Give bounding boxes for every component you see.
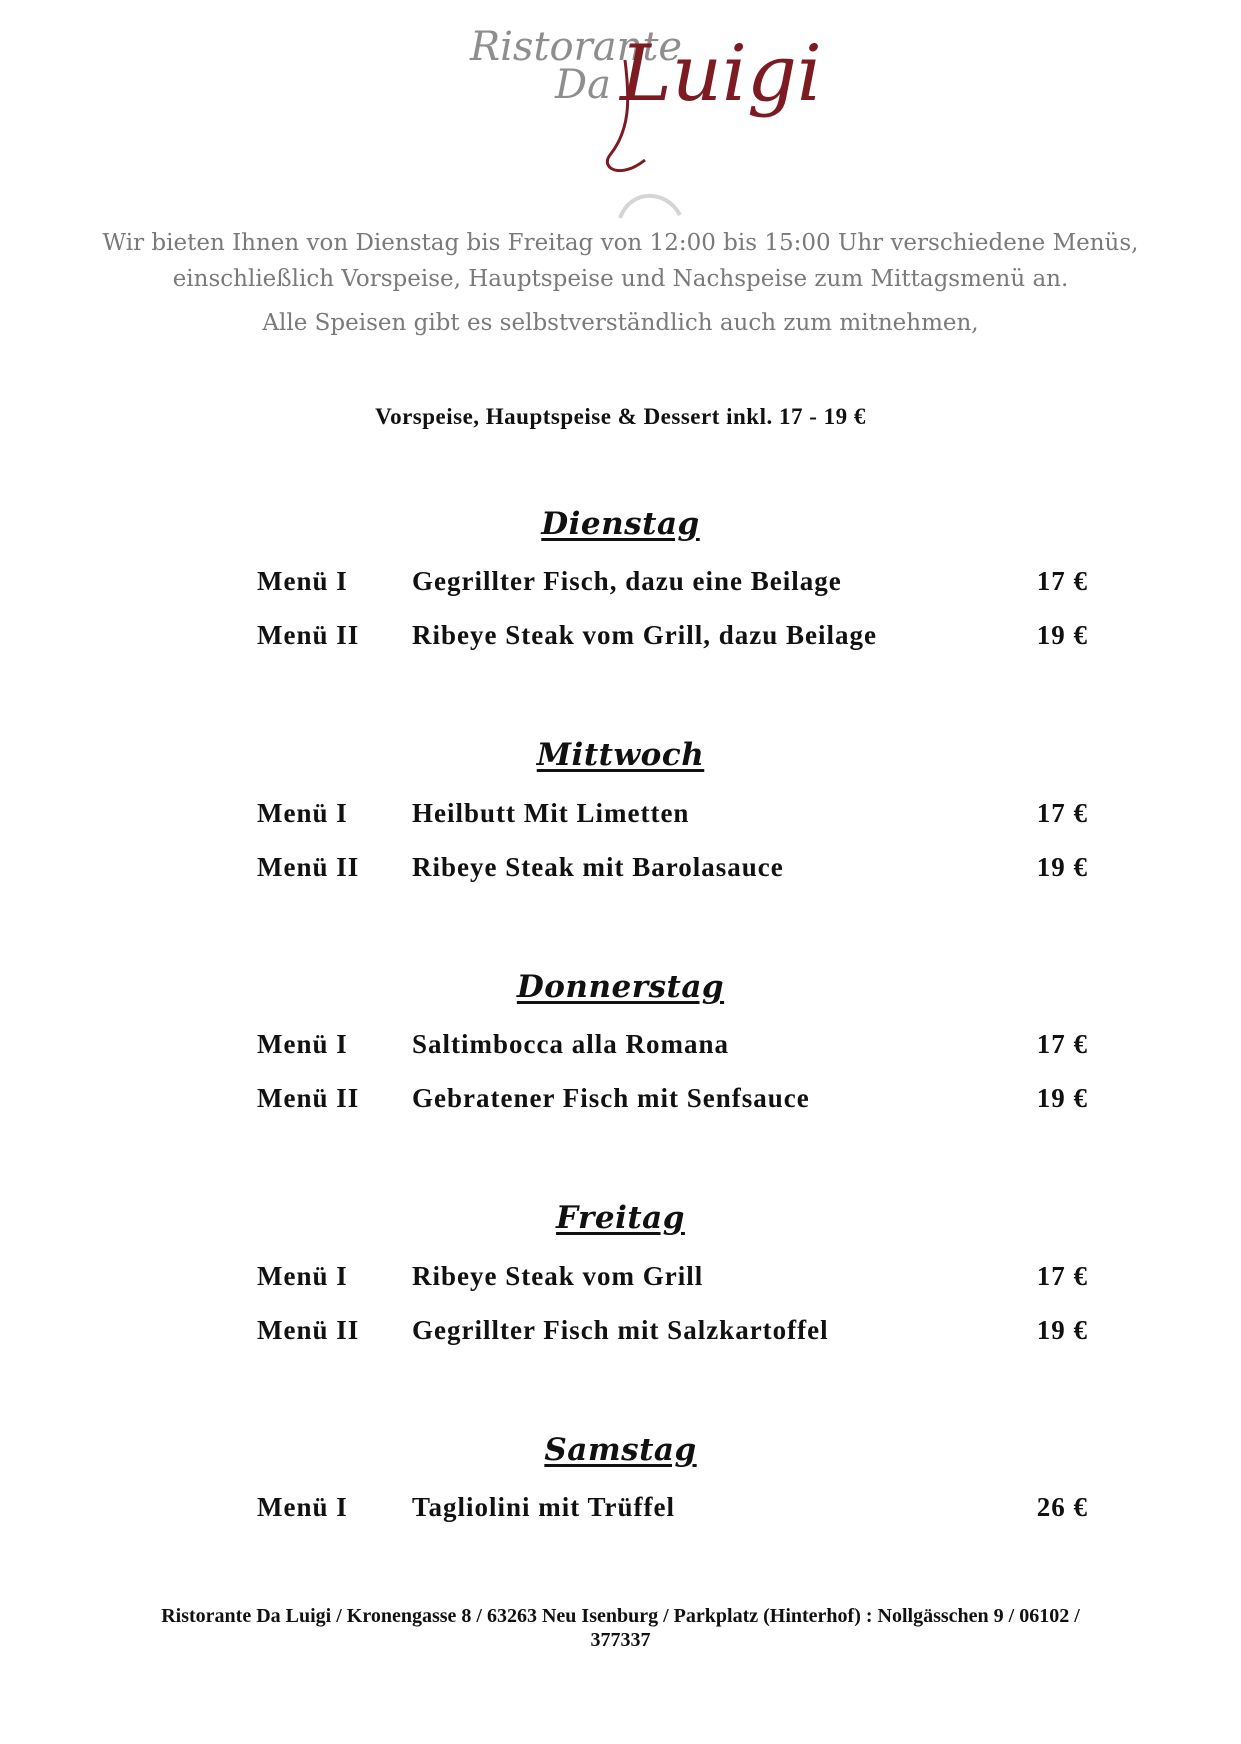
menu-row [0,1029,1241,1065]
menu-row [0,1315,1241,1351]
menu-price: 17 € [1036,1029,1088,1059]
menu-label: Menü I [257,1261,348,1291]
menu-row [0,566,1241,602]
menu-price: 19 € [1036,852,1088,882]
logo-line2-big: Luigi [620,29,822,119]
menu-dish: Saltimbocca alla Romana [412,1029,729,1059]
menu-price: 19 € [1036,620,1088,650]
menu-dish: Tagliolini mit Trüffel [412,1492,676,1522]
menu-summary: Vorspeise, Hauptspeise & Dessert inkl. 17 - 19 € [375,404,866,429]
menu-price: 17 € [1036,566,1088,596]
footer-line-2: 377337 [590,1629,651,1651]
menu-label: Menü II [257,852,360,882]
menu-label: Menü I [257,1492,348,1522]
menu-label: Menü II [257,620,360,650]
menu-row [0,620,1241,656]
intro-line-1: Wir bieten Ihnen von Dienstag bis Freitag von 12:00 bis 15:00 Uhr verschiedene Menüs, [102,230,1139,256]
menu-price: 17 € [1036,798,1088,828]
menu-dish: Ribeye Steak vom Grill, dazu Beilage [412,620,877,650]
menu-price: 26 € [1036,1492,1088,1522]
menu-row [0,798,1241,834]
intro-line-3: Alle Speisen gibt es selbstverständlich auch zum mitnehmen, [262,310,979,336]
logo-reflection [620,196,680,218]
menu-label: Menü II [257,1315,360,1345]
menu-label: Menü I [257,566,348,596]
menu-row [0,1261,1241,1297]
menu-row [0,1083,1241,1119]
menu-label: Menü I [257,798,348,828]
restaurant-logo [470,20,822,230]
day-heading-samstag: Samstag [544,1432,697,1468]
day-heading-donnerstag: Donnerstag [516,969,725,1005]
logo-graphic [470,20,822,230]
menu-label: Menü I [257,1029,348,1059]
intro-line-2: einschließlich Vorspeise, Hauptspeise und Nachspeise zum Mittagsmenü an. [172,266,1069,292]
menu-row [0,1492,1241,1528]
day-heading-freitag: Freitag [556,1200,685,1236]
logo-line1: Ristorante [470,24,683,70]
menu-price: 19 € [1036,1083,1088,1113]
menu-dish: Gebratener Fisch mit Senfsauce [412,1083,810,1113]
logo-line2-small: Da [555,62,611,108]
menu-dish: Gegrillter Fisch mit Salzkartoffel [412,1315,829,1345]
menu-row [0,852,1241,888]
day-heading-dienstag: Dienstag [541,506,700,542]
menu-price: 17 € [1036,1261,1088,1291]
footer-line-1: Ristorante Da Luigi / Kronengasse 8 / 63263 Neu Isenburg / Parkplatz (Hinterhof) : Nollgässchen 9 / 06102 / [161,1605,1080,1627]
menu-price: 19 € [1036,1315,1088,1345]
day-heading-mittwoch: Mittwoch [536,737,705,773]
menu-label: Menü II [257,1083,360,1113]
menu-dish: Heilbutt Mit Limetten [412,798,690,828]
footer-address [110,1604,1131,1652]
menu-dish: Ribeye Steak mit Barolasauce [412,852,784,882]
menu-dish: Ribeye Steak vom Grill [412,1261,704,1291]
intro-text [60,225,1181,341]
menu-dish: Gegrillter Fisch, dazu eine Beilage [412,566,842,596]
